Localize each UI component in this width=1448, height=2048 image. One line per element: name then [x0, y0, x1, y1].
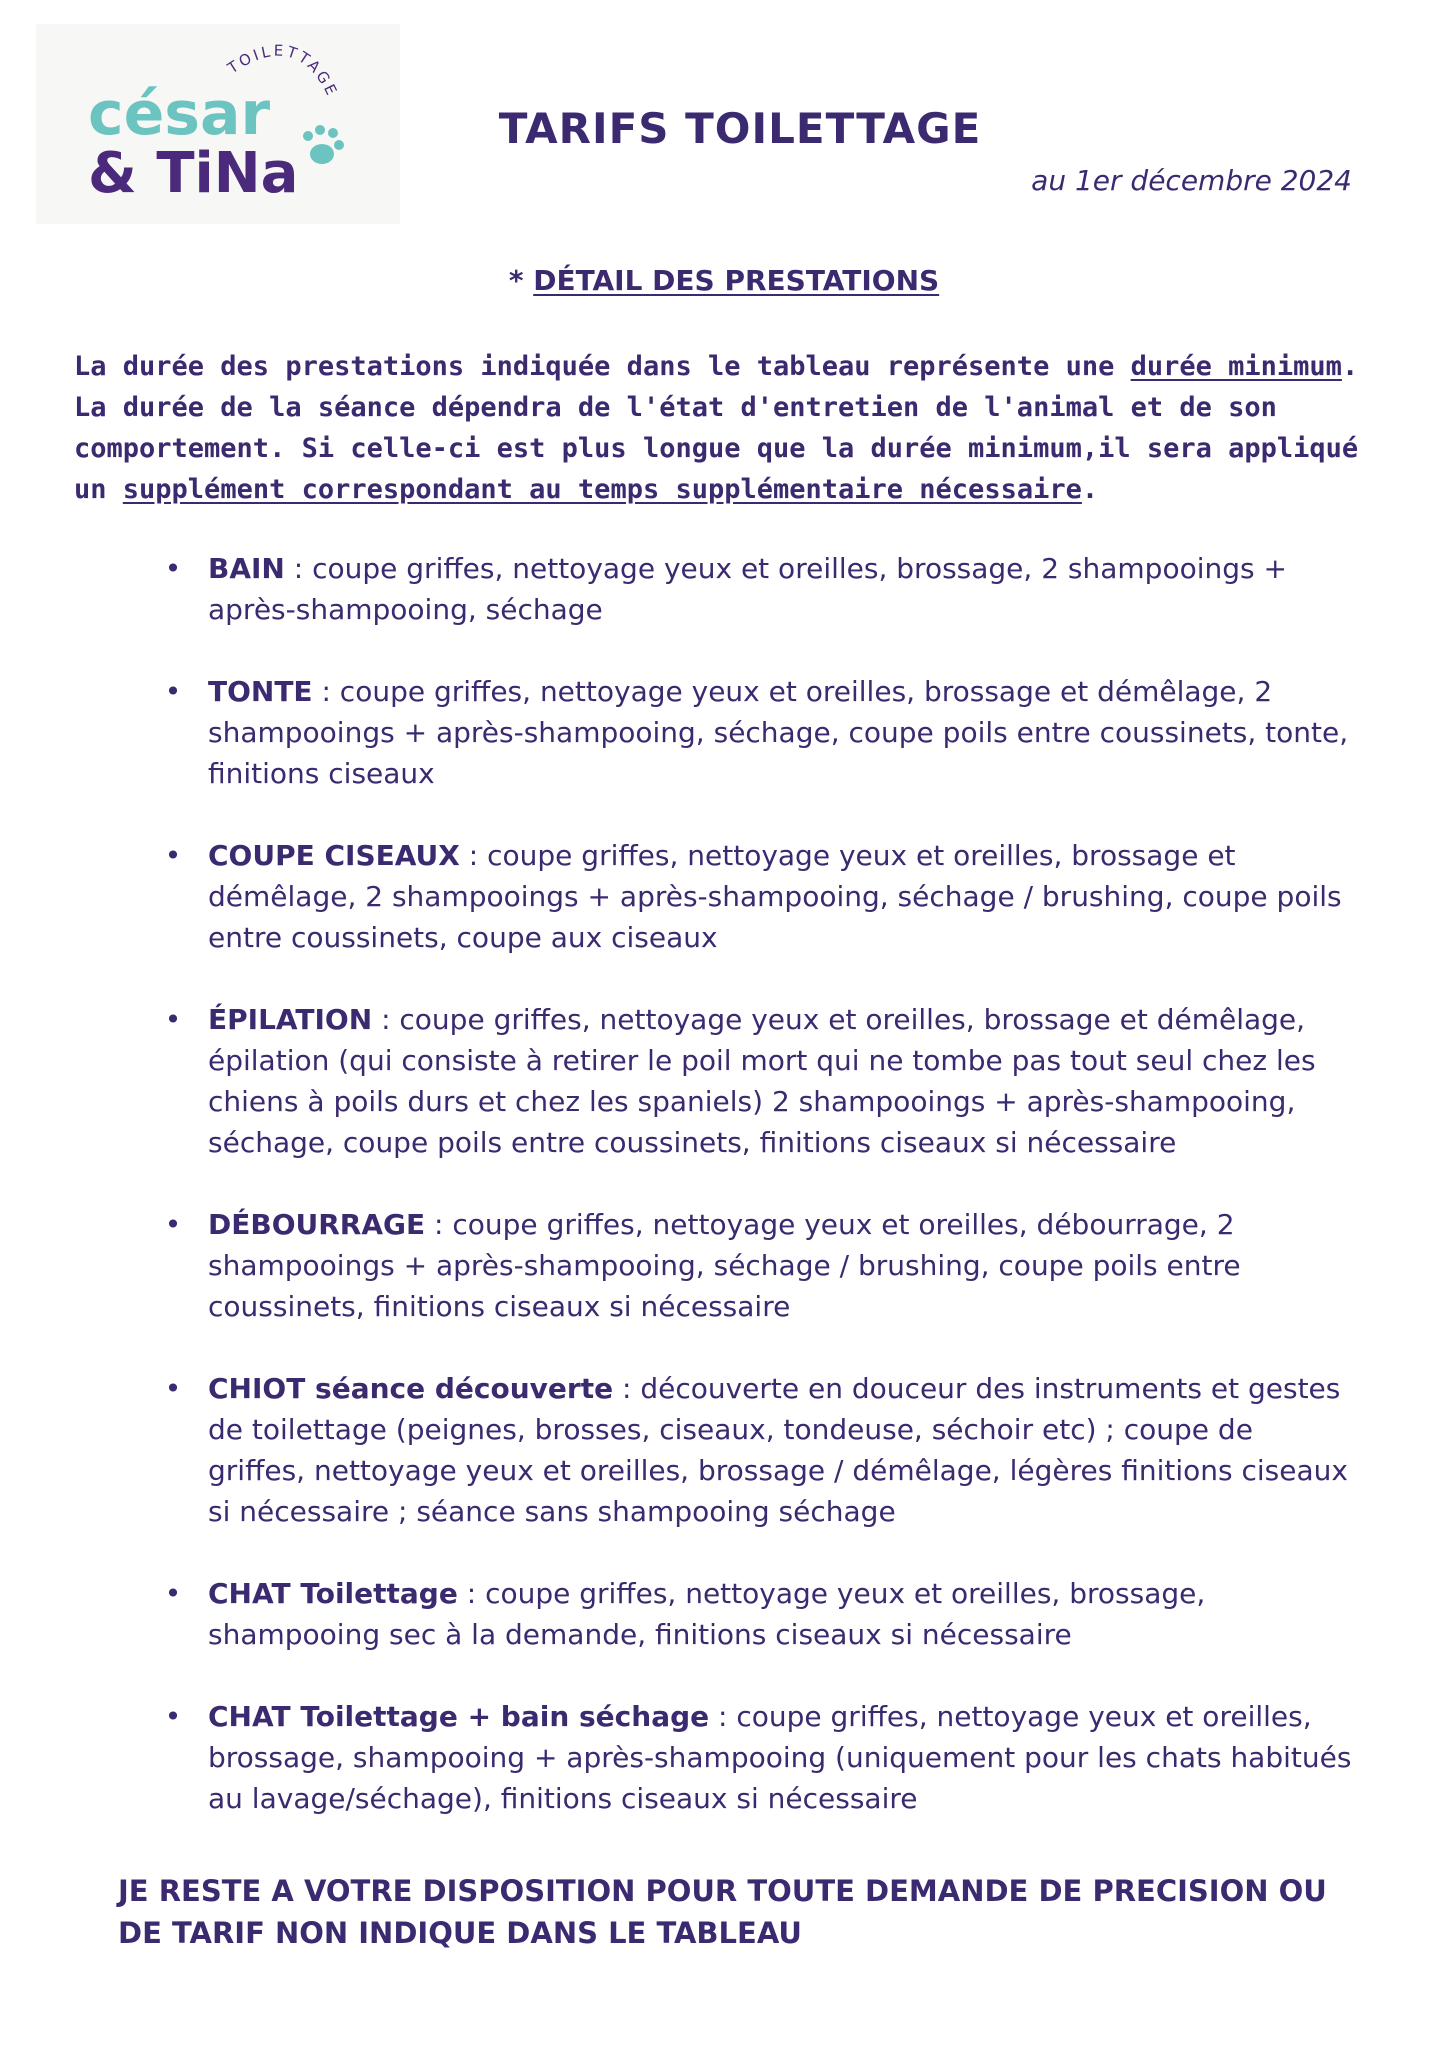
logo-name-line2: & TiNa	[88, 141, 299, 206]
logo-top-text: TOILETTAGE	[224, 41, 342, 101]
bullet-icon: •	[164, 552, 182, 585]
bullet-icon: •	[164, 1208, 182, 1241]
heading-asterisk: *	[508, 264, 534, 297]
logo-graphic	[36, 24, 400, 224]
service-item-epilation	[158, 999, 1358, 1163]
service-separator: :	[425, 1208, 453, 1241]
service-description: coupe griffes, nettoyage yeux et oreilles, brossage, shampooing sec à la demande, finitions ciseaux si nécessaire	[208, 1577, 1206, 1651]
service-name: BAIN	[208, 552, 285, 585]
bullet-icon: •	[164, 1700, 182, 1733]
service-item-chat-toilettage	[158, 1573, 1358, 1655]
service-name: CHAT Toilettage	[208, 1577, 458, 1610]
service-name: COUPE CISEAUX	[208, 839, 460, 872]
service-description: coupe griffes, nettoyage yeux et oreilles, brossage, 2 shampooings + après-shampooing, séchage	[208, 552, 1287, 626]
section-heading	[0, 264, 1448, 297]
intro-emphasis-duree-minimum: durée minimum	[1130, 351, 1342, 382]
service-item-chat-toilettage-bain	[158, 1696, 1358, 1819]
page-title: TARIFS TOILETTAGE	[498, 104, 982, 153]
service-name: ÉPILATION	[208, 1003, 373, 1036]
service-name: CHAT Toilettage + bain séchage	[208, 1700, 710, 1733]
intro-text-3: .	[1081, 474, 1099, 505]
service-item-tonte	[158, 671, 1358, 794]
service-description: coupe griffes, nettoyage yeux et oreilles, brossage et démêlage, 2 shampooings + après-shampooing, séchage, coupe poils entre coussinets, tonte, finitions ciseaux	[208, 675, 1349, 790]
bullet-icon: •	[164, 1577, 182, 1610]
service-separator: :	[613, 1372, 641, 1405]
bullet-icon: •	[164, 1372, 182, 1405]
service-name: CHIOT séance découverte	[208, 1372, 614, 1405]
service-name: TONTE	[208, 675, 313, 708]
service-item-debourrage	[158, 1204, 1358, 1327]
footer-note: JE RESTE A VOTRE DISPOSITION POUR TOUTE DEMANDE DE PRECISION OU DE TARIF NON INDIQUE DANS LE TABLEAU	[118, 1874, 1327, 1950]
service-description: coupe griffes, nettoyage yeux et oreilles, débourrage, 2 shampooings + après-shampooing, séchage / brushing, coupe poils entre coussinets, finitions ciseaux si nécessaire	[208, 1208, 1241, 1323]
service-separator: :	[312, 675, 340, 708]
service-description: découverte en douceur des instruments et gestes de toilettage (peignes, brosses, ciseaux, tondeuse, séchoir etc) ; coupe de griffes, nettoyage yeux et oreilles, brossage / démêlage, légères finitions ciseaux si nécessaire ; séance sans shampooing séchage	[208, 1372, 1348, 1528]
service-separator: :	[372, 1003, 400, 1036]
bullet-icon: •	[164, 675, 182, 708]
intro-emphasis-supplement: supplément correspondant au temps supplémentaire nécessaire	[122, 474, 1082, 505]
bullet-icon: •	[164, 839, 182, 872]
intro-text-2: . La durée de la séance dépendra de l'état d'entretien de l'animal et de son comportement. Si celle-ci est plus longue que la durée minimum,il sera appliqué un	[74, 351, 1359, 505]
logo-name-line1: césar	[88, 79, 271, 149]
brand-logo	[36, 24, 400, 224]
service-item-bain	[158, 548, 1358, 630]
service-description: coupe griffes, nettoyage yeux et oreilles, brossage, shampooing + après-shampooing (uniquement pour les chats habitués au lavage/séchage), finitions ciseaux si nécessaire	[208, 1700, 1352, 1815]
bullet-icon: •	[164, 1003, 182, 1036]
service-description: coupe griffes, nettoyage yeux et oreilles, brossage et démêlage, 2 shampooings + après-shampooing, séchage / brushing, coupe poils entre coussinets, coupe aux ciseaux	[208, 839, 1342, 954]
service-name: DÉBOURRAGE	[208, 1208, 426, 1241]
service-separator: :	[709, 1700, 737, 1733]
heading-text: DÉTAIL DES PRESTATIONS	[533, 264, 940, 297]
services-list	[158, 548, 1358, 1860]
intro-paragraph	[74, 346, 1364, 510]
document-date: au 1er décembre 2024	[1031, 164, 1352, 197]
paw-icon	[303, 125, 344, 164]
service-separator: :	[457, 1577, 486, 1610]
service-description: coupe griffes, nettoyage yeux et oreilles, brossage et démêlage, épilation (qui consiste à retirer le poil mort qui ne tombe pas tout seul chez les chiens à poils durs et chez les spaniels) 2 shampooings + après-shampooing, séchage, coupe poils entre coussinets, finitions ciseaux si nécessaire	[208, 1003, 1316, 1159]
service-separator: :	[459, 839, 488, 872]
service-item-chiot	[158, 1368, 1358, 1532]
service-separator: :	[284, 552, 313, 585]
intro-text-1: La durée des prestations indiquée dans le tableau représente une	[74, 351, 1131, 382]
service-item-coupe-ciseaux	[158, 835, 1358, 958]
